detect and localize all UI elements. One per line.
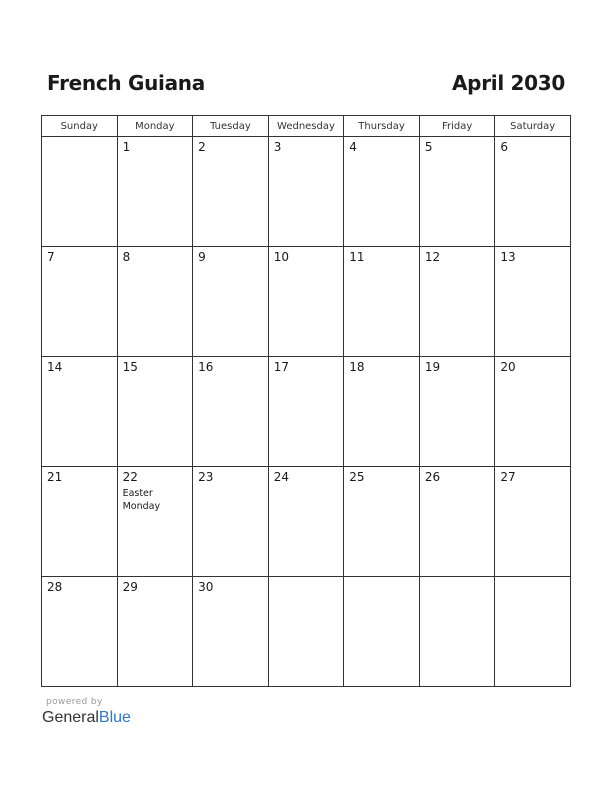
day-cell	[42, 467, 118, 577]
day-number: 4	[349, 140, 357, 154]
day-number: 16	[198, 360, 214, 374]
day-number: 21	[47, 470, 63, 484]
month-year-title: April 2030	[452, 71, 565, 95]
day-cell	[495, 577, 571, 687]
day-cell	[117, 577, 193, 687]
day-cell	[193, 467, 269, 577]
weekday-sunday: Sunday	[42, 116, 118, 137]
day-cell	[117, 137, 193, 247]
day-cell	[268, 137, 344, 247]
day-cell	[268, 577, 344, 687]
day-cell	[42, 577, 118, 687]
day-cell	[193, 577, 269, 687]
weekday-friday: Friday	[419, 116, 495, 137]
day-cell	[344, 137, 420, 247]
day-number: 19	[424, 360, 441, 374]
day-number: 9	[198, 250, 206, 264]
day-number: 27	[500, 470, 516, 484]
day-cell	[419, 577, 495, 687]
week-row	[42, 577, 571, 687]
day-number: 8	[122, 250, 131, 264]
day-cell	[344, 247, 420, 357]
day-number: 23	[198, 470, 214, 484]
day-number: 2	[198, 140, 206, 154]
day-cell	[268, 247, 344, 357]
day-number: 28	[47, 580, 63, 594]
day-number: 24	[273, 470, 289, 484]
brand-general: General	[42, 709, 99, 726]
weekday-tuesday: Tuesday	[193, 116, 269, 137]
day-cell	[42, 137, 118, 247]
weekday-monday: Monday	[117, 116, 193, 137]
day-cell	[495, 467, 571, 577]
day-number: 3	[273, 140, 282, 154]
week-row	[42, 137, 571, 247]
week-row	[42, 467, 571, 577]
day-cell	[344, 467, 420, 577]
day-cell	[419, 247, 495, 357]
day-number: 7	[47, 250, 55, 264]
day-cell	[419, 467, 495, 577]
day-number: 6	[500, 140, 509, 154]
weekday-thursday: Thursday	[344, 116, 420, 137]
day-cell	[495, 357, 571, 467]
day-cell	[419, 357, 495, 467]
day-number: 10	[273, 250, 289, 264]
generalblue-logo[interactable]	[42, 709, 131, 727]
day-cell	[495, 137, 571, 247]
day-cell	[344, 577, 420, 687]
day-cell	[42, 247, 118, 357]
day-cell	[117, 247, 193, 357]
day-cell	[344, 357, 420, 467]
day-cell	[495, 247, 571, 357]
country-title: French Guiana	[47, 71, 205, 95]
day-number: 12	[424, 250, 441, 264]
weekday-wednesday: Wednesday	[268, 116, 344, 137]
day-number: 18	[349, 360, 365, 374]
day-number: 1	[122, 140, 131, 154]
day-cell	[117, 467, 193, 577]
day-number: 5	[424, 140, 433, 154]
day-cell	[268, 357, 344, 467]
brand-blue: Blue	[98, 709, 131, 726]
day-cell	[419, 137, 495, 247]
holiday-label: Easter Monday	[122, 488, 161, 512]
day-number: 14	[47, 360, 63, 374]
day-cell	[193, 137, 269, 247]
weekday-header-row	[42, 116, 571, 137]
powered-by-text: powered by	[46, 697, 103, 707]
day-number: 29	[122, 580, 138, 594]
day-cell	[268, 467, 344, 577]
day-number: 17	[273, 360, 289, 374]
day-cell	[117, 357, 193, 467]
day-number: 22	[122, 470, 138, 484]
calendar-grid	[41, 115, 571, 687]
day-number: 30	[198, 580, 214, 594]
day-cell	[42, 357, 118, 467]
day-number: 11	[349, 250, 365, 264]
day-cell	[193, 247, 269, 357]
day-number: 20	[500, 360, 516, 374]
week-row	[42, 357, 571, 467]
day-number: 26	[424, 470, 441, 484]
weekday-saturday: Saturday	[495, 116, 571, 137]
day-number: 13	[500, 250, 516, 264]
day-number: 15	[122, 360, 138, 374]
day-number: 25	[349, 470, 365, 484]
day-cell	[193, 357, 269, 467]
week-row	[42, 247, 571, 357]
